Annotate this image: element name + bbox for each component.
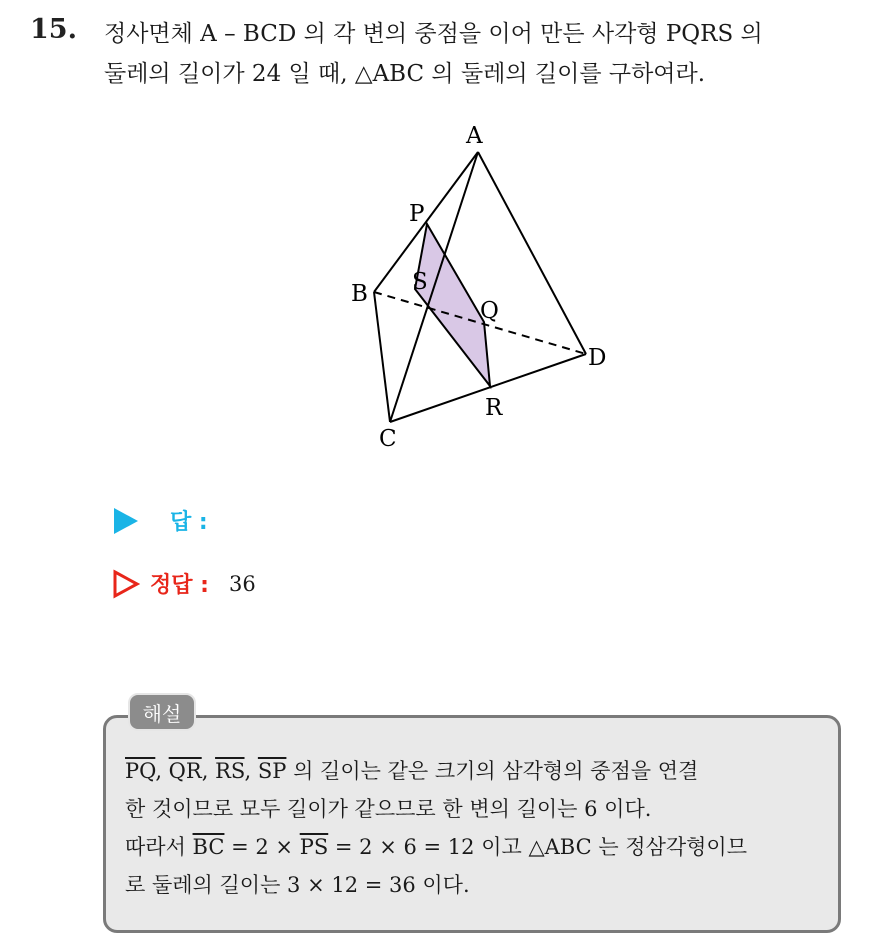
explanation-line-2: 한 것이므로 모두 길이가 같으므로 한 변의 길이는 6 이다. (125, 797, 652, 821)
explanation-body (125, 752, 835, 904)
segment-ps: $\overline{PS}$ (299, 835, 329, 859)
label-a: A (466, 123, 483, 149)
label-r: R (485, 395, 503, 421)
label-s: S (412, 269, 428, 295)
explanation-tab: 해설 (128, 693, 196, 731)
explanation-line-3-pre: 따라서 (125, 835, 193, 859)
quad-pqrs-fill (415, 224, 490, 386)
separator: , (244, 759, 258, 783)
edge-bc (374, 292, 390, 422)
edge-ac (390, 152, 478, 422)
segment-sp: $\overline{SP}$ (257, 759, 287, 783)
segment-rs: $\overline{RS}$ (215, 759, 245, 783)
explanation-line-3-rest: = 2 × 6 = 12 이고 △ABC 는 정삼각형이므 (328, 835, 747, 859)
explanation-line-3-mid: = 2 × (224, 835, 300, 859)
outline-triangle-icon (112, 569, 140, 599)
answer-label: 답 : (170, 510, 208, 535)
segment-bc: $\overline{BC}$ (192, 835, 225, 859)
label-b: B (351, 281, 368, 307)
segment-pq: $\overline{PQ}$ (125, 759, 156, 783)
tetrahedron-figure (330, 112, 630, 462)
correct-answer-label: 정답 : (150, 573, 209, 598)
label-p: P (409, 201, 425, 227)
problem-number: 15. (30, 14, 77, 45)
problem-line-2: 둘레의 길이가 24 일 때, △ABC 의 둘레의 길이를 구하여라. (104, 61, 706, 87)
play-triangle-icon (112, 506, 140, 536)
explanation-line-3 (125, 828, 835, 866)
label-q: Q (480, 298, 499, 324)
separator: , (155, 759, 169, 783)
answer-input-row[interactable] (112, 505, 208, 536)
separator: , (201, 759, 216, 783)
problem-statement (104, 14, 874, 94)
segment-qr: $\overline{QR}$ (168, 759, 202, 783)
correct-answer-value: 36 (228, 571, 256, 596)
label-d: D (588, 345, 607, 371)
correct-answer-row (112, 568, 256, 599)
explanation-line-1-rest: 의 길이는 같은 크기의 삼각형의 중점을 연결 (286, 759, 699, 783)
label-c: C (379, 426, 397, 452)
problem-line-1: 정사면체 A – BCD 의 각 변의 중점을 이어 만든 사각형 PQRS 의 (104, 21, 763, 47)
explanation-line-1 (125, 752, 835, 790)
explanation-line-4: 로 둘레의 길이는 3 × 12 = 36 이다. (125, 873, 470, 897)
